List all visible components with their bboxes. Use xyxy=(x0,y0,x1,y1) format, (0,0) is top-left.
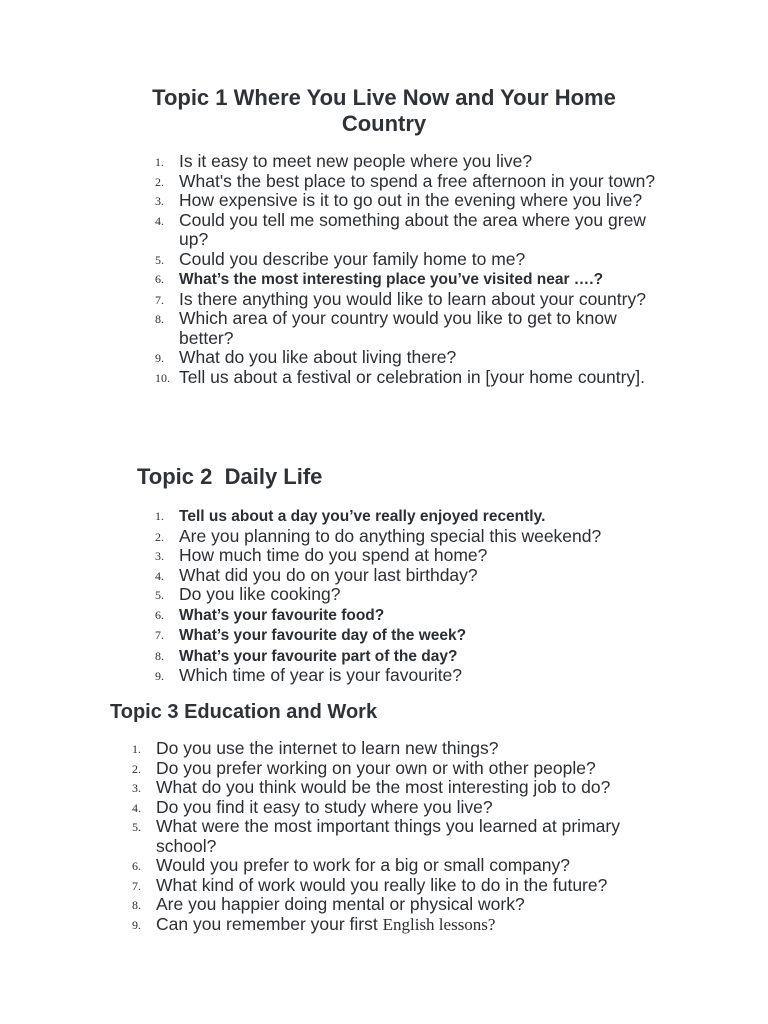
question-text: How expensive is it to go out in the evening where you live? xyxy=(179,190,643,210)
question-text: Would you prefer to work for a big or small company? xyxy=(156,855,571,875)
list-number: 1. xyxy=(155,509,164,523)
question-text: Which time of year is your favourite? xyxy=(179,665,463,685)
list-item xyxy=(155,605,675,626)
list-item xyxy=(155,666,675,686)
list-number: 4. xyxy=(155,213,164,228)
question-text: What’s your favourite day of the week? xyxy=(179,627,467,644)
question-text: Can you remember your first xyxy=(156,913,383,934)
question-text: Do you like cooking? xyxy=(179,584,341,604)
list-number: 9. xyxy=(132,917,141,932)
list-number: 9. xyxy=(155,669,164,683)
list-item xyxy=(155,152,675,172)
question-text: How much time do you spend at home? xyxy=(179,545,488,565)
list-item xyxy=(155,250,675,270)
topic-3-question-list xyxy=(132,739,652,934)
list-number: 6. xyxy=(155,272,164,286)
list-item xyxy=(132,778,652,798)
list-number: 8. xyxy=(155,312,164,326)
list-item xyxy=(155,566,675,586)
list-item xyxy=(155,211,675,250)
list-item xyxy=(155,527,675,547)
question-text: What kind of work would you really like to do in the future? xyxy=(156,874,608,895)
list-number: 5. xyxy=(155,252,164,267)
question-text: Is there anything you would like to learn about your country? xyxy=(179,288,646,309)
list-number: 7. xyxy=(155,628,164,642)
list-number: 2. xyxy=(155,529,164,544)
list-number: 2. xyxy=(155,174,164,189)
list-number: 2. xyxy=(132,761,141,776)
list-item xyxy=(155,309,675,348)
topic-2-question-list xyxy=(155,506,675,686)
list-number: 5. xyxy=(155,588,164,602)
question-text: What did you do on your last birthday? xyxy=(179,564,478,585)
list-item xyxy=(132,759,652,779)
list-item xyxy=(132,895,652,915)
question-text: Do you find it easy to study where you live? xyxy=(156,796,493,817)
question-text: Tell us about a festival or celebration in [your home country]. xyxy=(179,366,645,387)
list-item xyxy=(155,191,675,211)
list-item xyxy=(155,646,675,667)
list-number: 4. xyxy=(155,568,164,583)
question-text: What do you like about living there? xyxy=(179,347,457,367)
list-item xyxy=(155,348,675,368)
list-number: 9. xyxy=(155,351,164,365)
list-number: 7. xyxy=(155,292,164,307)
list-item xyxy=(155,506,675,527)
question-text-serif: English lessons? xyxy=(382,914,496,934)
list-number: 4. xyxy=(132,800,141,815)
list-item xyxy=(155,290,675,310)
question-text: What do you think would be the most interesting job to do? xyxy=(156,777,611,797)
question-text: What’s your favourite part of the day? xyxy=(179,647,458,665)
question-text: What's the best place to spend a free afternoon in your town? xyxy=(179,170,656,191)
topic-3-title: Topic 3 Education and Work xyxy=(110,701,378,723)
list-item xyxy=(132,817,652,856)
list-number: 3. xyxy=(155,549,164,563)
topic-2-title: Topic 2 Daily Life xyxy=(137,464,323,489)
list-item xyxy=(155,585,675,605)
list-item xyxy=(132,739,652,759)
question-text: Are you happier doing mental or physical work? xyxy=(156,894,525,914)
list-number: 1. xyxy=(132,742,141,756)
question-text: What were the most important things you learned at primary school? xyxy=(156,816,620,856)
list-number: 5. xyxy=(132,820,141,834)
list-item xyxy=(155,368,675,388)
list-item xyxy=(132,798,652,818)
list-item xyxy=(155,269,675,290)
list-number: 1. xyxy=(155,155,164,169)
question-text: Could you tell me something about the area where you grew up? xyxy=(179,209,646,249)
list-number: 8. xyxy=(132,898,141,912)
question-text: Which area of your country would you like to get to know better? xyxy=(179,308,617,348)
question-text: Do you use the internet to learn new things? xyxy=(156,738,499,758)
list-number: 6. xyxy=(132,859,141,873)
topic-1-title: Topic 1 Where You Live Now and Your Home Country xyxy=(152,85,616,136)
list-number: 3. xyxy=(155,194,164,208)
list-item xyxy=(155,172,675,192)
list-number: 6. xyxy=(155,607,164,622)
question-text: What’s the most interesting place you’ve visited near ….? xyxy=(179,271,604,288)
list-item xyxy=(155,546,675,566)
question-text: Is it easy to meet new people where you live? xyxy=(179,151,533,171)
question-text: What’s your favourite food? xyxy=(179,606,385,624)
list-number: 3. xyxy=(132,781,141,795)
question-text: Do you prefer working on your own or with other people? xyxy=(156,757,596,778)
question-text: Are you planning to do anything special this weekend? xyxy=(179,525,602,546)
question-text: Tell us about a day you’ve really enjoyed recently. xyxy=(179,508,546,525)
topic-1-question-list xyxy=(155,152,675,387)
list-number: 7. xyxy=(132,878,141,893)
list-number: 10. xyxy=(155,370,170,385)
list-item xyxy=(132,856,652,876)
list-item xyxy=(155,625,675,646)
list-item xyxy=(132,876,652,896)
list-number: 8. xyxy=(155,648,164,663)
list-item xyxy=(132,915,652,935)
question-text: Could you describe your family home to me? xyxy=(179,248,526,269)
